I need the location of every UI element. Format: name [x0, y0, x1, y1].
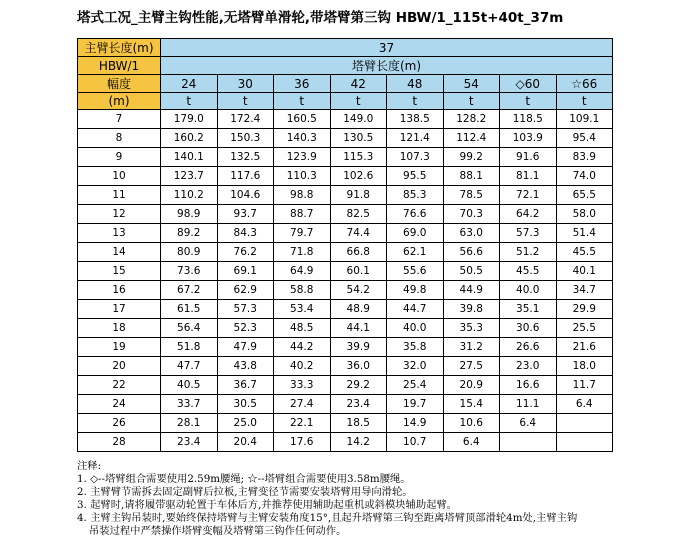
- note-1: 1. ◇--塔臂组合需要使用2.59m腰绳; ☆--塔臂组合需要使用3.58m腰绳。: [77, 473, 411, 485]
- table-row: [78, 243, 613, 262]
- jib-length-col: ◇60: [500, 75, 557, 93]
- capacity-cell: 69.0: [387, 224, 444, 243]
- capacity-cell: 89.2: [161, 224, 218, 243]
- header-row-jib: [78, 57, 613, 75]
- capacity-cell: 35.1: [500, 300, 557, 319]
- note-4-continued: 吊装过程中严禁操作塔臂变幅及塔臂第三钩作任何动作。: [89, 525, 347, 537]
- capacity-cell: 32.0: [387, 357, 444, 376]
- capacity-cell: 121.4: [387, 129, 444, 148]
- capacity-cell: 43.8: [217, 357, 274, 376]
- capacity-cell: 76.6: [387, 205, 444, 224]
- capacity-cell: 47.7: [161, 357, 218, 376]
- capacity-cell: 27.5: [443, 357, 500, 376]
- main-boom-label: 主臂长度(m): [78, 39, 161, 57]
- capacity-cell: 30.5: [217, 395, 274, 414]
- table-row: [78, 129, 613, 148]
- capacity-cell: 140.3: [274, 129, 331, 148]
- capacity-cell: 48.9: [330, 300, 387, 319]
- capacity-cell: 95.5: [387, 167, 444, 186]
- capacity-cell: 64.9: [274, 262, 331, 281]
- capacity-cell: 115.3: [330, 148, 387, 167]
- radius-cell: 16: [78, 281, 161, 300]
- capacity-cell: 117.6: [217, 167, 274, 186]
- capacity-cell: [500, 433, 557, 452]
- capacity-cell: 45.5: [500, 262, 557, 281]
- capacity-cell: 16.6: [500, 376, 557, 395]
- capacity-cell: 88.1: [443, 167, 500, 186]
- capacity-cell: 40.5: [161, 376, 218, 395]
- table-row: [78, 224, 613, 243]
- capacity-cell: 36.7: [217, 376, 274, 395]
- header-row-jib-lengths: [78, 75, 613, 93]
- capacity-cell: 17.6: [274, 433, 331, 452]
- capacity-cell: 102.6: [330, 167, 387, 186]
- capacity-cell: 63.0: [443, 224, 500, 243]
- unit-cell: t: [556, 93, 613, 110]
- table-row: [78, 281, 613, 300]
- capacity-cell: 34.7: [556, 281, 613, 300]
- capacity-cell: 107.3: [387, 148, 444, 167]
- capacity-cell: 91.6: [500, 148, 557, 167]
- capacity-cell: 98.8: [274, 186, 331, 205]
- capacity-cell: 58.0: [556, 205, 613, 224]
- jib-length-label: 塔臂长度(m): [161, 57, 613, 75]
- capacity-cell: 35.8: [387, 338, 444, 357]
- capacity-cell: 54.2: [330, 281, 387, 300]
- capacity-cell: 123.7: [161, 167, 218, 186]
- capacity-cell: 88.7: [274, 205, 331, 224]
- capacity-cell: 31.2: [443, 338, 500, 357]
- capacity-cell: 15.4: [443, 395, 500, 414]
- note-2: 2. 主臂臂节需拆去固定副臂后拉板,主臂变径节需要安装塔臂用导向滑轮。: [77, 486, 413, 498]
- note-3: 3. 起臂时,请将履带驱动轮置于车体后方,并推荐使用辅助起重机或斜模块辅助起臂。: [77, 499, 458, 511]
- radius-cell: 26: [78, 414, 161, 433]
- capacity-cell: 130.5: [330, 129, 387, 148]
- capacity-cell: 95.4: [556, 129, 613, 148]
- capacity-cell: 65.5: [556, 186, 613, 205]
- unit-cell: t: [330, 93, 387, 110]
- capacity-cell: 33.7: [161, 395, 218, 414]
- unit-cell: t: [500, 93, 557, 110]
- capacity-cell: 57.3: [500, 224, 557, 243]
- capacity-cell: 25.5: [556, 319, 613, 338]
- capacity-cell: 51.8: [161, 338, 218, 357]
- capacity-cell: 140.1: [161, 148, 218, 167]
- table-row: [78, 376, 613, 395]
- capacity-cell: 26.6: [500, 338, 557, 357]
- radius-cell: 9: [78, 148, 161, 167]
- capacity-cell: 56.4: [161, 319, 218, 338]
- note-4: 4. 主臂主钩吊装时,要始终保持塔臂与主臂安装角度15°,且起升塔臂第三钩至距离塔臂顶部滑轮4m处,主臂主钩: [77, 512, 578, 524]
- capacity-cell: 128.2: [443, 110, 500, 129]
- capacity-cell: 80.9: [161, 243, 218, 262]
- capacity-cell: 110.2: [161, 186, 218, 205]
- capacity-cell: 52.3: [217, 319, 274, 338]
- capacity-cell: 49.8: [387, 281, 444, 300]
- capacity-cell: 112.4: [443, 129, 500, 148]
- capacity-cell: 20.9: [443, 376, 500, 395]
- capacity-cell: 179.0: [161, 110, 218, 129]
- capacity-cell: 74.4: [330, 224, 387, 243]
- capacity-cell: 25.4: [387, 376, 444, 395]
- capacity-cell: 18.0: [556, 357, 613, 376]
- capacity-cell: 85.3: [387, 186, 444, 205]
- unit-cell: t: [274, 93, 331, 110]
- capacity-cell: 40.2: [274, 357, 331, 376]
- capacity-cell: 44.9: [443, 281, 500, 300]
- jib-length-col: 48: [387, 75, 444, 93]
- capacity-cell: 84.3: [217, 224, 274, 243]
- capacity-cell: 160.2: [161, 129, 218, 148]
- header-row-main-boom: [78, 39, 613, 57]
- capacity-cell: 6.4: [443, 433, 500, 452]
- capacity-cell: 44.1: [330, 319, 387, 338]
- capacity-cell: 14.2: [330, 433, 387, 452]
- radius-cell: 17: [78, 300, 161, 319]
- radius-cell: 20: [78, 357, 161, 376]
- capacity-cell: 47.9: [217, 338, 274, 357]
- capacity-cell: 35.3: [443, 319, 500, 338]
- capacity-cell: 10.7: [387, 433, 444, 452]
- capacity-cell: 30.6: [500, 319, 557, 338]
- capacity-cell: 6.4: [500, 414, 557, 433]
- table-row: [78, 433, 613, 452]
- capacity-cell: 6.4: [556, 395, 613, 414]
- capacity-cell: 51.4: [556, 224, 613, 243]
- unit-cell: t: [161, 93, 218, 110]
- capacity-cell: 19.7: [387, 395, 444, 414]
- capacity-cell: 29.9: [556, 300, 613, 319]
- capacity-cell: 53.4: [274, 300, 331, 319]
- capacity-cell: 123.9: [274, 148, 331, 167]
- unit-cell: t: [217, 93, 274, 110]
- capacity-cell: 132.5: [217, 148, 274, 167]
- radius-cell: 14: [78, 243, 161, 262]
- jib-length-col: 24: [161, 75, 218, 93]
- capacity-cell: 72.1: [500, 186, 557, 205]
- radius-cell: 12: [78, 205, 161, 224]
- capacity-cell: 76.2: [217, 243, 274, 262]
- table-row: [78, 414, 613, 433]
- capacity-cell: 28.1: [161, 414, 218, 433]
- capacity-cell: 21.6: [556, 338, 613, 357]
- capacity-cell: 82.5: [330, 205, 387, 224]
- capacity-cell: 48.5: [274, 319, 331, 338]
- jib-length-col: ☆66: [556, 75, 613, 93]
- radius-cell: 28: [78, 433, 161, 452]
- capacity-cell: 25.0: [217, 414, 274, 433]
- capacity-cell: 23.0: [500, 357, 557, 376]
- capacity-cell: 36.0: [330, 357, 387, 376]
- capacity-cell: 69.1: [217, 262, 274, 281]
- radius-cell: 13: [78, 224, 161, 243]
- capacity-cell: 29.2: [330, 376, 387, 395]
- capacity-cell: 110.3: [274, 167, 331, 186]
- table-row: [78, 167, 613, 186]
- capacity-cell: 50.5: [443, 262, 500, 281]
- jib-length-col: 36: [274, 75, 331, 93]
- capacity-cell: [556, 414, 613, 433]
- capacity-cell: 149.0: [330, 110, 387, 129]
- capacity-cell: 40.0: [387, 319, 444, 338]
- capacity-cell: 150.3: [217, 129, 274, 148]
- capacity-cell: 71.8: [274, 243, 331, 262]
- capacity-cell: 58.8: [274, 281, 331, 300]
- capacity-cell: 44.2: [274, 338, 331, 357]
- radius-cell: 10: [78, 167, 161, 186]
- table-row: [78, 395, 613, 414]
- capacity-cell: 172.4: [217, 110, 274, 129]
- capacity-cell: 55.6: [387, 262, 444, 281]
- main-boom-value: 37: [161, 39, 613, 57]
- capacity-cell: 73.6: [161, 262, 218, 281]
- capacity-cell: 33.3: [274, 376, 331, 395]
- capacity-cell: 83.9: [556, 148, 613, 167]
- capacity-cell: 45.5: [556, 243, 613, 262]
- capacity-cell: 57.3: [217, 300, 274, 319]
- capacity-cell: 99.2: [443, 148, 500, 167]
- capacity-cell: 40.1: [556, 262, 613, 281]
- radius-cell: 8: [78, 129, 161, 148]
- radius-cell: 18: [78, 319, 161, 338]
- capacity-cell: 70.3: [443, 205, 500, 224]
- radius-cell: 15: [78, 262, 161, 281]
- capacity-cell: 118.5: [500, 110, 557, 129]
- capacity-cell: 39.9: [330, 338, 387, 357]
- capacity-cell: 11.7: [556, 376, 613, 395]
- capacity-cell: 14.9: [387, 414, 444, 433]
- notes-heading: 注释:: [77, 460, 102, 472]
- config-label: HBW/1: [78, 57, 161, 75]
- capacity-cell: 56.6: [443, 243, 500, 262]
- capacity-cell: 27.4: [274, 395, 331, 414]
- capacity-cell: 78.5: [443, 186, 500, 205]
- table-row: [78, 186, 613, 205]
- table-row: [78, 300, 613, 319]
- capacity-cell: 61.5: [161, 300, 218, 319]
- capacity-cell: 20.4: [217, 433, 274, 452]
- capacity-cell: 10.6: [443, 414, 500, 433]
- radius-cell: 7: [78, 110, 161, 129]
- radius-cell: 11: [78, 186, 161, 205]
- unit-cell: t: [387, 93, 444, 110]
- capacity-cell: 39.8: [443, 300, 500, 319]
- radius-label: 幅度: [78, 75, 161, 93]
- capacity-cell: 81.1: [500, 167, 557, 186]
- table-row: [78, 338, 613, 357]
- capacity-cell: 67.2: [161, 281, 218, 300]
- capacity-cell: 22.1: [274, 414, 331, 433]
- radius-unit: (m): [78, 93, 161, 110]
- capacity-cell: 51.2: [500, 243, 557, 262]
- capacity-cell: 66.8: [330, 243, 387, 262]
- capacity-cell: 40.0: [500, 281, 557, 300]
- capacity-cell: 79.7: [274, 224, 331, 243]
- capacity-cell: 109.1: [556, 110, 613, 129]
- load-chart-body: [78, 110, 613, 452]
- capacity-cell: 160.5: [274, 110, 331, 129]
- capacity-cell: 93.7: [217, 205, 274, 224]
- table-row: [78, 262, 613, 281]
- capacity-cell: 23.4: [161, 433, 218, 452]
- jib-length-col: 30: [217, 75, 274, 93]
- table-row: [78, 319, 613, 338]
- radius-cell: 22: [78, 376, 161, 395]
- capacity-cell: 64.2: [500, 205, 557, 224]
- notes-section: [77, 460, 687, 538]
- capacity-cell: 74.0: [556, 167, 613, 186]
- capacity-cell: 103.9: [500, 129, 557, 148]
- capacity-cell: 104.6: [217, 186, 274, 205]
- capacity-cell: 62.1: [387, 243, 444, 262]
- header-row-units: [78, 93, 613, 110]
- load-chart-table: [77, 38, 613, 452]
- capacity-cell: 11.1: [500, 395, 557, 414]
- jib-length-col: 42: [330, 75, 387, 93]
- capacity-cell: 23.4: [330, 395, 387, 414]
- capacity-cell: 60.1: [330, 262, 387, 281]
- table-row: [78, 357, 613, 376]
- capacity-cell: 62.9: [217, 281, 274, 300]
- jib-length-col: 54: [443, 75, 500, 93]
- radius-cell: 19: [78, 338, 161, 357]
- unit-cell: t: [443, 93, 500, 110]
- capacity-cell: [556, 433, 613, 452]
- table-row: [78, 205, 613, 224]
- table-row: [78, 148, 613, 167]
- capacity-cell: 18.5: [330, 414, 387, 433]
- capacity-cell: 44.7: [387, 300, 444, 319]
- table-row: [78, 110, 613, 129]
- page-title: 塔式工况_主臂主钩性能,无塔臂单滑轮,带塔臂第三钩 HBW/1_115t+40t_37m: [77, 10, 564, 26]
- capacity-cell: 98.9: [161, 205, 218, 224]
- radius-cell: 24: [78, 395, 161, 414]
- capacity-cell: 138.5: [387, 110, 444, 129]
- capacity-cell: 91.8: [330, 186, 387, 205]
